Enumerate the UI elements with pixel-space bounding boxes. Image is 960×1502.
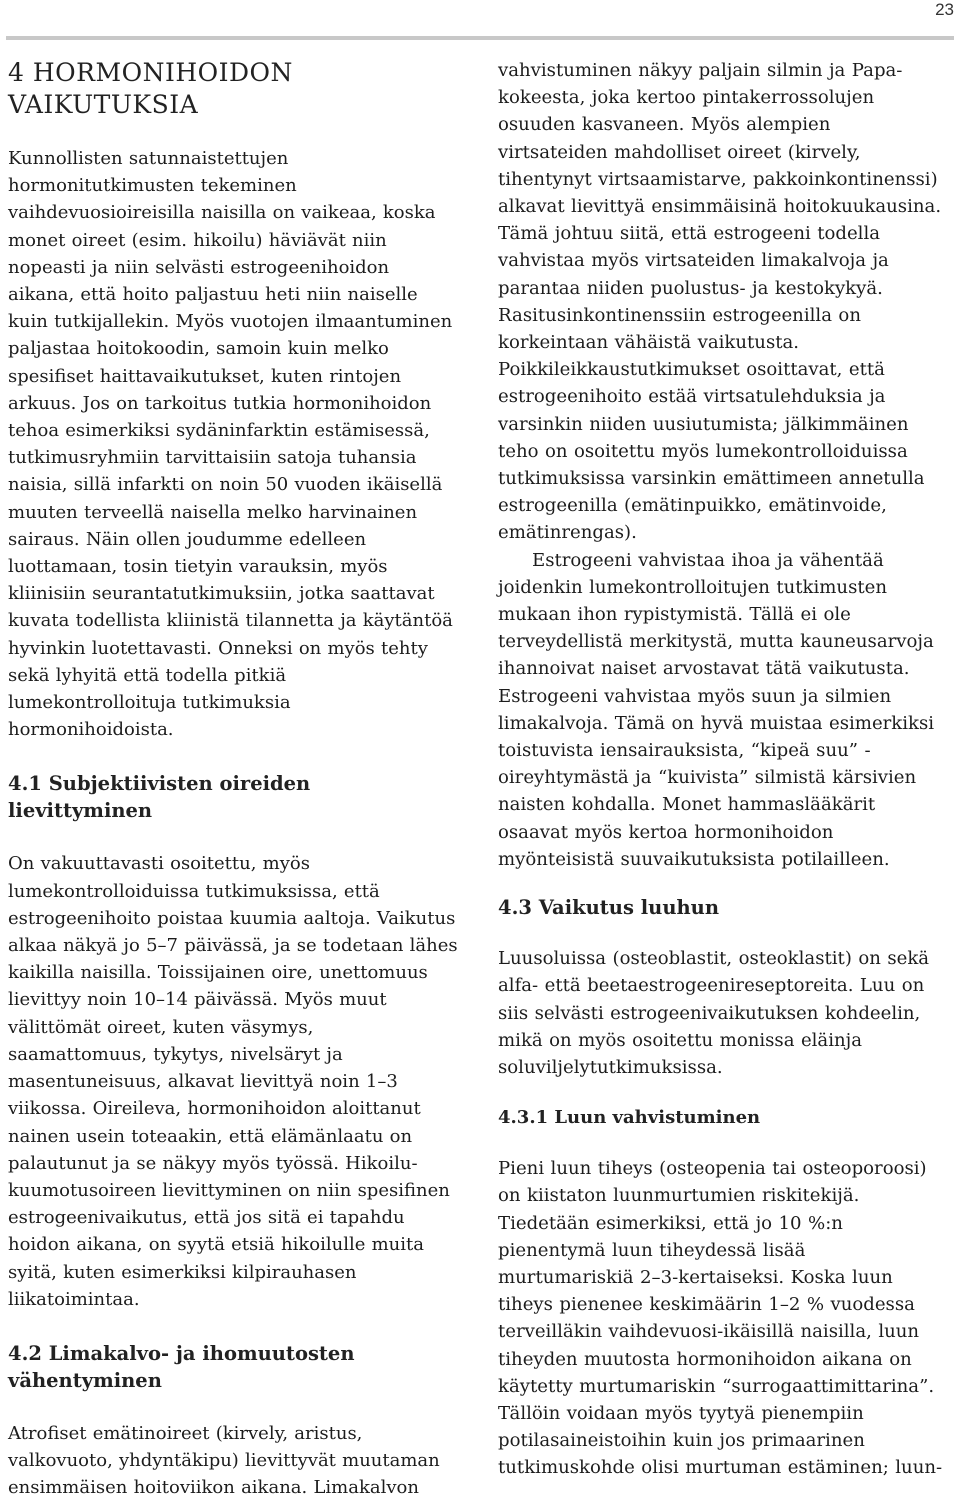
- section-4-1-paragraph: On vakuuttavasti osoitettu, myös lumekontrolloiduissa tutkimuksissa, että estrogeenihoito poistaa kuumia aaltoja. Vaikutus alkaa näkyä jo 5–7 päivässä, ja se todetaan lähes kaikilla naisilla. Toissijainen oire, unettomuus lievittyy noin 10–14 päivässä. Myös muut välittömät oireet, kuten väsymys, saamattomuus, tykytys, nivelsäryt ja masentuneisuus, alkavat lievittyä noin 1–3 viikossa. Oireileva, hormonihoidon aloittanut nainen usein toteaakin, että elämänlaatu on palautunut ja se näkyy myös työssä. Hikoilu-kuumotusoireen lievittyminen on niin spesifinen estrogeenivaikutus, että jos sitä ei tapahdu hoidon aikana, on syytä etsiä hikoilulle muita syitä, kuten esimerkiksi kilpirauhasen liikatoimintaa.: [8, 853, 458, 1310]
- section-4-2-heading: 4.2 Limakalvo- ja ihomuutosten vähentyminen: [8, 1341, 355, 1392]
- left-column: [8, 57, 458, 1502]
- section-4-3-paragraph: Luusoluissa (osteoblastit, osteoklastit) on sekä alfa- että beetaestrogeenireseptoreita. Luu on siis selvästi estrogeenivaikutuksen kohdeelin, mikä on myös osoitettu monissa eläinja soluviljelytutkimuksissa.: [498, 948, 930, 1078]
- section-4-2-paragraph: Atrofiset emätinoireet (kirvely, aristus, valkovuoto, yhdyntäkipu) lievittyvät muutaman ensimmäisen hoitoviikon aikana. Limakalvon: [8, 1422, 440, 1499]
- section-4-1-heading: 4.1 Subjektiivisten oireiden lievittyminen: [8, 772, 311, 823]
- skin-paragraph: Estrogeeni vahvistaa ihoa ja vähentää joidenkin lumekontrolloitujen tutkimusten mukaan ihon rypistymistä. Tällä ei ole terveydellistä merkitystä, mutta kauneusarvoja ihannoivat naiset arvostavat tätä vaikutusta. Estrogeeni vahvistaa myös suun ja silmien limakalvoja. Tämä on hyvä muistaa esimerkiksi toistuvista iensairauksista, “kipeä suu” -oireyhtymästä ja “kuivista” silmistä kärsivien naisten kohdalla. Monet hammaslääkärit osaavat myös kertoa hormonihoidon myönteisistä suuvaikutuksista potilailleen.: [498, 549, 935, 870]
- page-number: 23: [935, 0, 954, 19]
- intro-paragraph: Kunnollisten satunnaistettujen hormonitutkimusten tekeminen vaihdevuosioireisilla naisilla on vaikeaa, koska monet oireet (esim. hikoilu) häviävät niin nopeasti ja niin selvästi estrogeenihoidon aikana, että hoito paljastuu heti niin naiselle kuin tutkijallekin. Myös vuotojen ilmaantuminen paljastaa hoitokoodin, samoin kuin melko spesifiset haittavaikutukset, kuten rintojen arkuus. Jos on tarkoitus tutkia hormonihoidon tehoa esimerkiksi sydäninfarktin estämisessä, tutkimusryhmiin tarvittaisiin satoja tuhansia naisia, sillä infarkti on noin 50 vuoden ikäisellä muuten terveellä naisella melko harvinainen sairaus. Näin ollen joudumme edelleen luottamaan, tosin tietyin varauksin, myös kliinisiin seurantatutkimuksiin, jotka saattavat kuvata todellista kliinistä tilannetta ja käytäntöä hyvinkin luotettavasti. Onneksi on myös tehty sekä lyhyitä että todella pitkiä lumekontrolloituja tutkimuksia hormonihoidoista.: [8, 148, 453, 741]
- section-4-3-heading: 4.3 Vaikutus luuhun: [498, 896, 720, 920]
- section-4-3-1-heading: 4.3.1 Luun vahvistuminen: [498, 1107, 761, 1129]
- header-rule: [6, 36, 954, 40]
- right-column: [498, 57, 946, 1482]
- section-4-3-1-paragraph: Pieni luun tiheys (osteopenia tai osteoporoosi) on kiistaton luunmurtumien riskitekijä. Tiedetään esimerkiksi, että jo 10 %:n pienentymä luun tiheydessä lisää murtumariskiä 2–3-kertaiseksi. Koska luun tiheys pienenee keskimäärin 1–2 % vuodessa terveilläkin vaihdevuosi-ikäisillä naisilla, luun tiheyden muutosta hormonihoidon aikana on käytetty murtumariskin “surrogaattimittarina”. Tällöin voidaan myös tyytyä pienempiin potilasaineistoihin kuin jos primaarinen tutkimuskohde olisi murtuman estäminen; luun-: [498, 1158, 943, 1479]
- continuation-paragraph: vahvistuminen näkyy paljain silmin ja Papa-kokeesta, joka kertoo pintakerrossolujen osuuden kasvaneen. Myös alempien virtsateiden mahdolliset oireet (kirvely, tihentynyt virtsaamistarve, pakkoinkontinenssi) alkavat lievittyä ensimmäisinä hoitokuukausina. Tämä johtuu siitä, että estrogeeni todella vahvistaa myös virtsateiden limakalvoja ja parantaa niiden puolustus- ja kestokykyä. Rasitusinkontinenssiin estrogeenilla on korkeintaan vähäistä vaikutusta. Poikkileikkaustutkimukset osoittavat, että estrogeenihoito estää virtsatulehduksia ja varsinkin niiden uusiutumista; jälkimmäinen teho on osoitettu myös lumekontrolloiduissa tutkimuksissa varsinkin emättimeen annetulla estrogeenilla (emätinpuikko, emätinvoide, emätinrengas).: [498, 60, 942, 544]
- chapter-title: 4 HORMONIHOIDON VAIKUTUKSIA: [8, 58, 293, 119]
